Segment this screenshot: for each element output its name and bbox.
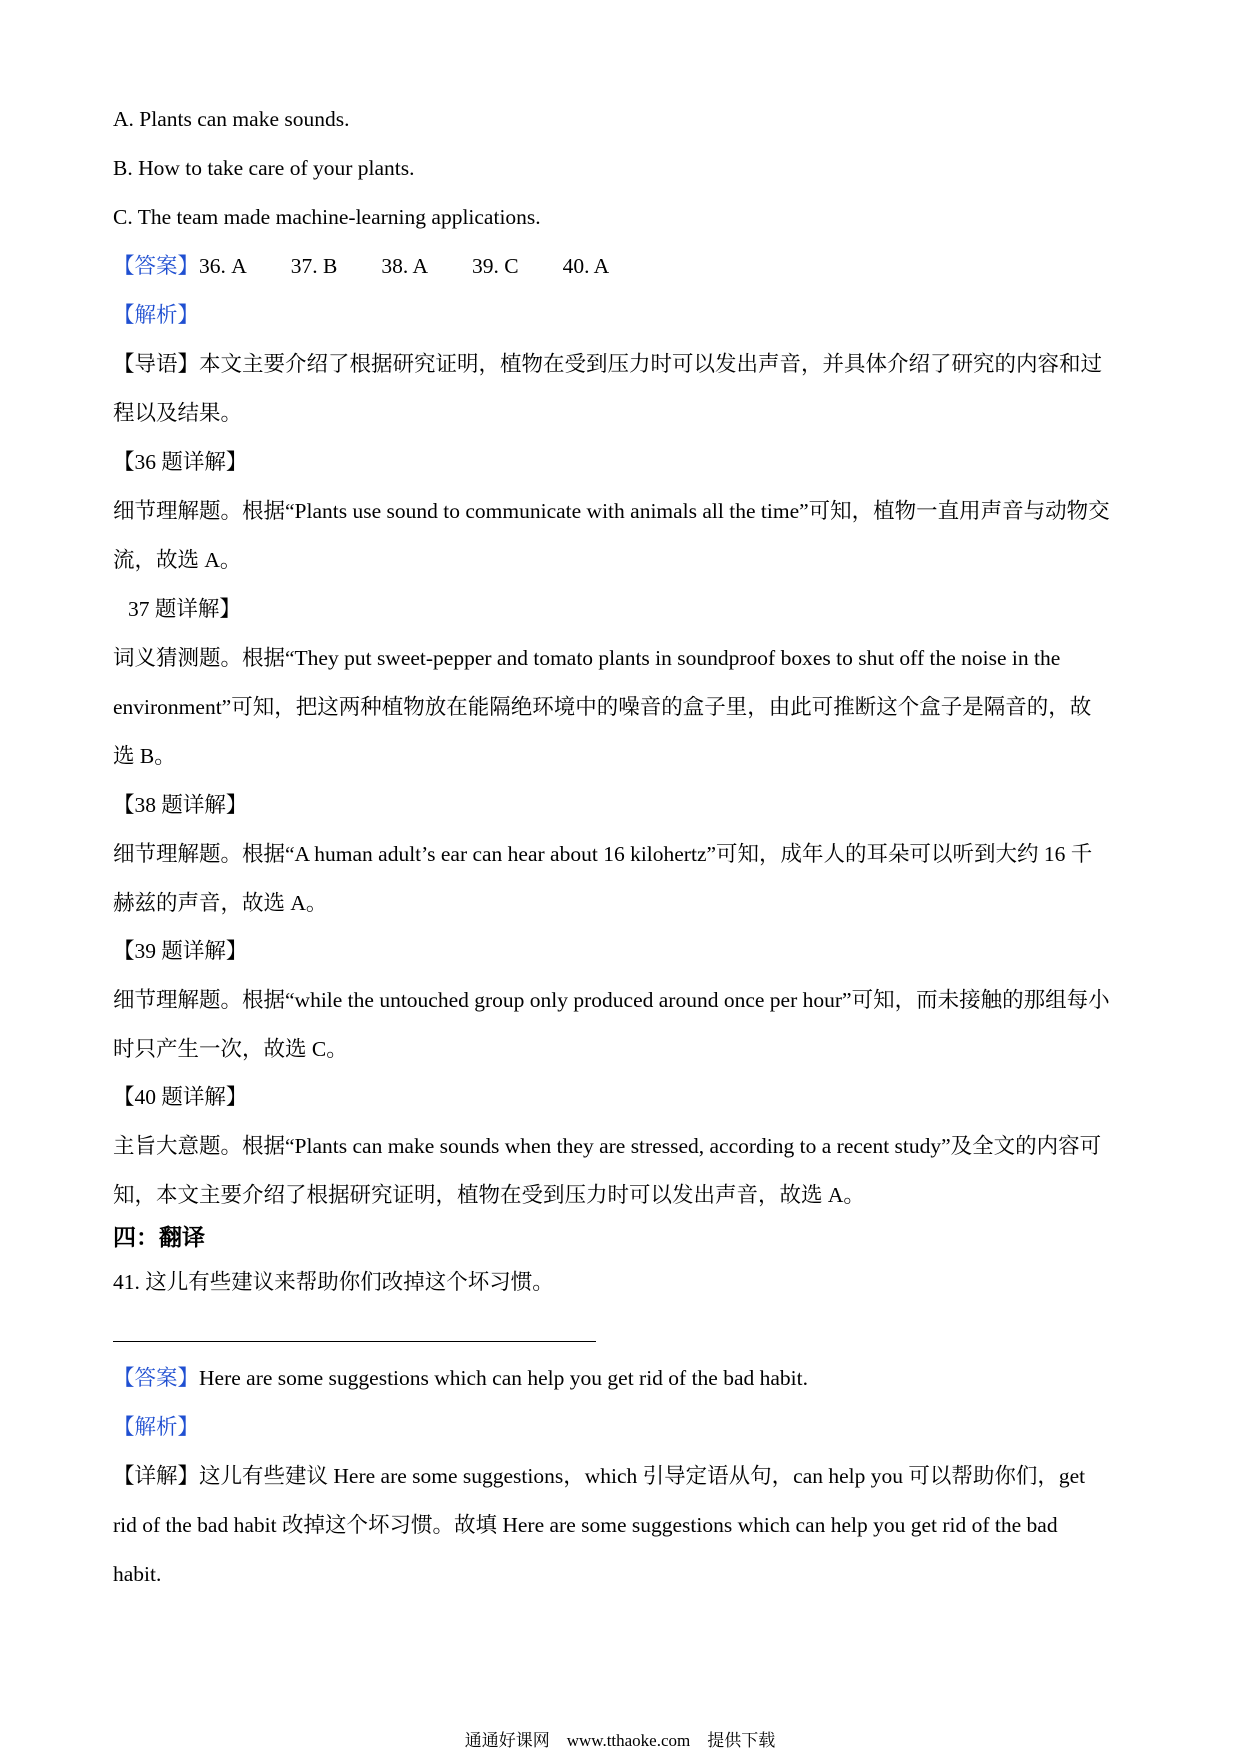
q41-detail-line-1: 【详解】这儿有些建议 Here are some suggestions，which 引导定语从句，can help you 可以帮助你们，get [113, 1464, 1086, 1488]
answer-40: 40. A [562, 254, 610, 278]
answer-row [113, 252, 1133, 280]
section-title: 四：翻译 [113, 1225, 205, 1251]
q39-heading: 【39 题详解】 [113, 939, 248, 963]
q40-line-2: 知，本文主要介绍了根据研究证明，植物在受到压力时可以发出声音，故选 A。 [113, 1183, 865, 1207]
q36-line-1: 细节理解题。根据“Plants use sound to communicate with animals all the time”可知，植物一直用声音与动物交 [113, 499, 1110, 523]
option-b: B. How to take care of your plants. [113, 156, 415, 180]
answer-38: 38. A [381, 254, 428, 278]
guide-line-1: 【导语】本文主要介绍了根据研究证明，植物在受到压力时可以发出声音，并具体介绍了研究的内容和过 [113, 352, 1103, 376]
q41-answer-row [113, 1364, 1133, 1392]
q41-answer-label: 【答案】 [113, 1366, 200, 1390]
answer-36: 36. A [199, 254, 247, 278]
q37-heading: 37 题详解】 [128, 597, 241, 621]
answer-37: 37. B [290, 254, 338, 278]
q39-line-2: 时只产生一次，故选 C。 [113, 1037, 348, 1061]
answer-blank-line [113, 1341, 596, 1342]
option-a: A. Plants can make sounds. [113, 107, 350, 131]
q38-line-2: 赫兹的声音，故选 A。 [113, 891, 328, 915]
answer-39: 39. C [471, 254, 519, 278]
q41-analysis-label: 【解析】 [113, 1415, 200, 1439]
q40-heading: 【40 题详解】 [113, 1085, 248, 1109]
analysis-label: 【解析】 [113, 303, 200, 327]
q37-line-3: 选 B。 [113, 744, 176, 768]
q38-line-1: 细节理解题。根据“A human adult’s ear can hear about 16 kilohertz”可知，成年人的耳朵可以听到大约 16 千 [113, 842, 1093, 866]
q40-line-1: 主旨大意题。根据“Plants can make sounds when they are stressed, according to a recent study”及全文的内容可 [113, 1134, 1102, 1158]
option-c: C. The team made machine-learning applications. [113, 205, 541, 229]
q38-heading: 【38 题详解】 [113, 793, 248, 817]
q39-line-1: 细节理解题。根据“while the untouched group only produced around once per hour”可知，而未接触的那组每小 [113, 988, 1110, 1012]
page-footer: 通通好课网 www.tthaoke.com 提供下载 [464, 1731, 776, 1750]
guide-line-2: 程以及结果。 [113, 401, 243, 425]
q41-answer-text: Here are some suggestions which can help you get rid of the bad habit. [199, 1366, 809, 1390]
q36-heading: 【36 题详解】 [113, 450, 248, 474]
q37-line-2: environment”可知，把这两种植物放在能隔绝环境中的噪音的盒子里，由此可推断这个盒子是隔音的，故 [113, 695, 1092, 719]
answer-label: 【答案】 [113, 254, 200, 278]
q41-detail-line-2: rid of the bad habit 改掉这个坏习惯。故填 Here are some suggestions which can help you get rid of the bad [113, 1513, 1058, 1537]
q37-line-1: 词义猜测题。根据“They put sweet-pepper and tomato plants in soundproof boxes to shut off the noise in the [113, 646, 1061, 670]
q36-line-2: 流，故选 A。 [113, 548, 242, 572]
question-41: 41. 这儿有些建议来帮助你们改掉这个坏习惯。 [113, 1270, 554, 1294]
q41-detail-line-3: habit. [113, 1562, 162, 1586]
